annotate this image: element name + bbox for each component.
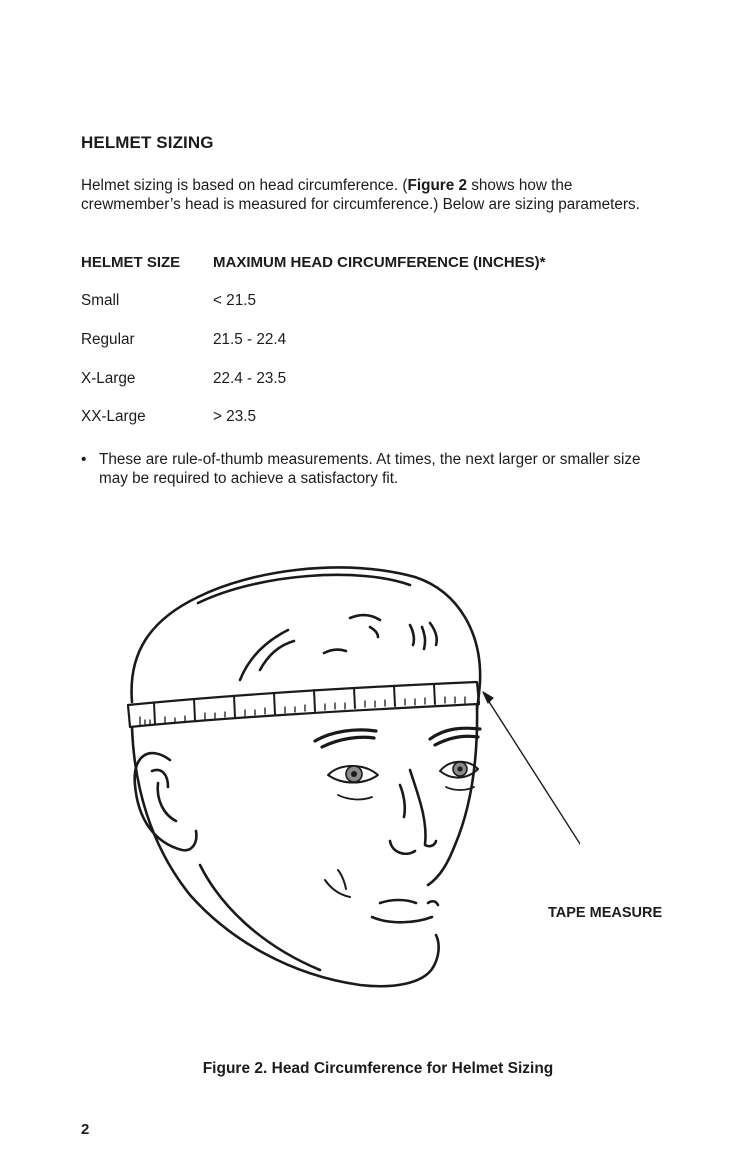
head-measurement-illustration <box>110 545 580 995</box>
hair-lines <box>198 575 437 680</box>
table-cell-size: Small <box>81 292 120 309</box>
tape-measure-label: TAPE MEASURE <box>548 905 663 921</box>
figure-reference: Figure 2 <box>407 177 467 194</box>
nose <box>390 770 436 854</box>
footnote-text: These are rule-of-thumb measurements. At times, the next larger or smaller size may be required to achieve a satisfactory fit. <box>99 451 641 487</box>
tape-measure-pointer <box>486 697 580 897</box>
jaw-line <box>200 865 320 970</box>
intro-text-start: Helmet sizing is based on head circumference. ( <box>81 177 408 194</box>
arrow-icon <box>483 692 493 703</box>
table-cell-size: XX-Large <box>81 408 146 425</box>
intro-paragraph <box>81 176 641 214</box>
head-outline <box>132 568 481 709</box>
tape-measure <box>128 682 479 727</box>
table-cell-circumference: > 23.5 <box>213 408 256 425</box>
table-cell-size: X-Large <box>81 370 136 387</box>
table-cell-circumference: < 21.5 <box>213 292 256 309</box>
section-heading: HELMET SIZING <box>81 133 214 152</box>
table-cell-size: Regular <box>81 331 135 348</box>
cheek-lines <box>325 870 350 897</box>
figure-caption: Figure 2. Head Circumference for Helmet Sizing <box>202 1060 554 1077</box>
page-number: 2 <box>81 1121 90 1138</box>
footnote <box>81 450 671 488</box>
mouth <box>372 900 438 922</box>
table-cell-circumference: 22.4 - 23.5 <box>213 370 287 387</box>
eyebrows <box>315 728 480 747</box>
table-header-helmet-size: HELMET SIZE <box>81 254 181 271</box>
bullet-icon: • <box>81 451 87 468</box>
table-cell-circumference: 21.5 - 22.4 <box>213 331 287 348</box>
table-header-max-circumference: MAXIMUM HEAD CIRCUMFERENCE (INCHES)* <box>213 254 546 271</box>
intro-text-end: shows how the crewmember’s head is measured for circumference.) Below are sizing parameters. <box>81 177 640 213</box>
